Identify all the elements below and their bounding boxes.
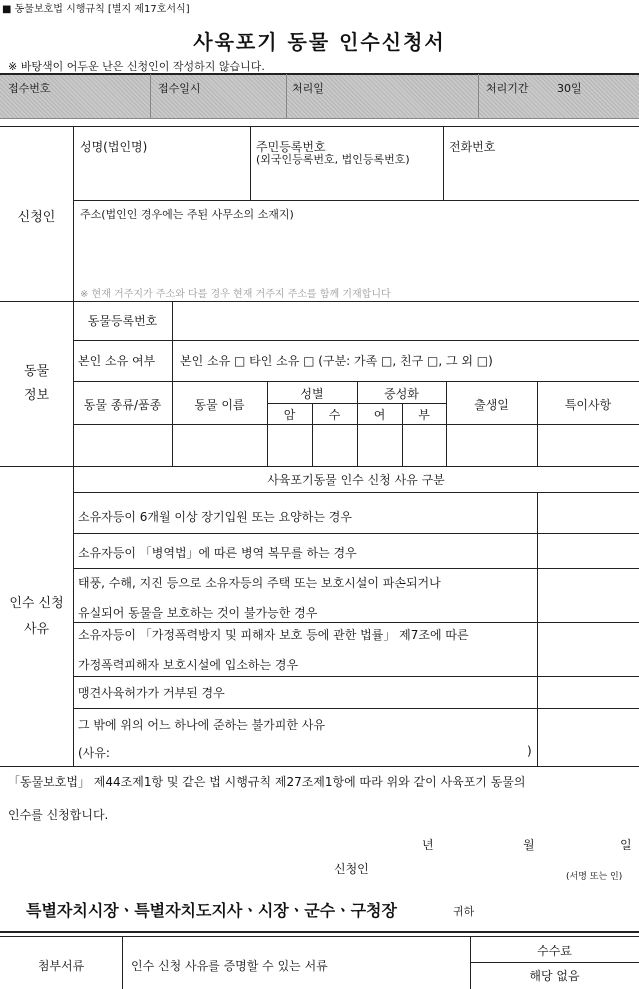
col-neuter-yes: 여 bbox=[373, 408, 386, 422]
reason-5-text: 맹견사육허가가 거부된 경우 bbox=[78, 686, 225, 700]
col-neuter-header: 중성화 bbox=[384, 387, 419, 401]
processing-period-label: 처리기간 bbox=[486, 82, 529, 95]
ownership-checkboxes[interactable]: 본인 소유 □ 타인 소유 □ (구분: 가족 □, 친구 □, 그 외 □) bbox=[180, 354, 493, 368]
col-species-header: 동물 종류/품종 bbox=[83, 398, 162, 412]
date-month-label: 월 bbox=[523, 838, 535, 852]
applicant-address-field[interactable]: 주소(법인인 경우에는 주된 사무소의 소재지) bbox=[80, 208, 294, 221]
attachments-label: 첨부서류 bbox=[37, 959, 85, 973]
animal-reg-number-label: 동물등록번호 bbox=[87, 314, 158, 328]
recipient-suffix: 귀하 bbox=[453, 905, 475, 918]
recipient-office: 특별자치시장ㆍ특별자치도지사ㆍ시장ㆍ군수ㆍ구청장 bbox=[26, 901, 397, 920]
reason-4-text-line1: 소유자등이 「가정폭력방지 및 피해자 보호 등에 관한 법률」 제7조에 따른 bbox=[78, 628, 469, 642]
animal-section-label-2: 정보 bbox=[23, 388, 50, 403]
reason-3-text-line2: 유실되어 동물을 보호하는 것이 불가능한 경우 bbox=[78, 606, 318, 620]
reason-3-text-line1: 태풍, 수해, 지진 등으로 소유자등의 주택 또는 보호시설이 파손되거나 bbox=[78, 576, 441, 590]
col-sex-female: 암 bbox=[283, 408, 296, 422]
attachments-content: 인수 신청 사유를 증명할 수 있는 서류 bbox=[131, 959, 328, 973]
applicant-reg-number-field[interactable]: 주민등록번호 bbox=[256, 140, 326, 154]
reason-6-text: 그 밖에 위의 어느 하나에 준하는 불가피한 사유 bbox=[78, 718, 325, 732]
reason-6-input[interactable] bbox=[118, 740, 524, 760]
fee-label: 수수료 bbox=[537, 944, 572, 958]
reason-5-checkbox[interactable] bbox=[538, 677, 639, 708]
receipt-number-label: 접수번호 bbox=[8, 82, 51, 95]
animal-section-label-1: 동물 bbox=[23, 364, 50, 379]
statement-line-2: 인수를 신청합니다. bbox=[8, 808, 109, 822]
fee-value: 해당 없음 bbox=[529, 969, 580, 983]
date-day-label: 일 bbox=[620, 838, 632, 852]
reason-6-open: (사유: bbox=[78, 746, 110, 760]
process-date-label: 처리일 bbox=[292, 82, 324, 95]
animal-reg-number-input[interactable] bbox=[173, 302, 639, 340]
applicant-section-label: 신청인 bbox=[17, 210, 56, 225]
reason-4-text-line2: 가정폭력피해자 보호시설에 입소하는 경우 bbox=[78, 658, 299, 672]
reason-2-text: 소유자등이 「병역법」에 따른 병역 복무를 하는 경우 bbox=[78, 546, 357, 560]
applicant-name-field[interactable]: 성명(법인명) bbox=[80, 140, 148, 154]
date-year-label: 년 bbox=[422, 838, 434, 852]
col-sex-male: 수 bbox=[328, 408, 341, 422]
applicant-sign-label: 신청인 bbox=[334, 862, 369, 876]
instruction-note: ※ 바탕색이 어두운 난은 신청인이 작성하지 않습니다. bbox=[8, 60, 265, 73]
reason-section-label-1: 인수 신청 bbox=[9, 596, 64, 611]
reason-1-checkbox[interactable] bbox=[538, 493, 639, 533]
animal-data-row[interactable] bbox=[74, 425, 639, 465]
reason-section-label-2: 사유 bbox=[23, 622, 50, 637]
reason-header: 사육포기동물 인수 신청 사유 구분 bbox=[267, 473, 445, 487]
processing-period-value: 30일 bbox=[557, 82, 582, 95]
col-name-header: 동물 이름 bbox=[194, 398, 245, 412]
applicant-reg-number-sub: (외국인등록번호, 법인등록번호) bbox=[256, 153, 410, 166]
col-sex-header: 성별 bbox=[300, 387, 324, 401]
reason-2-checkbox[interactable] bbox=[538, 534, 639, 568]
reason-6-close: ) bbox=[527, 744, 532, 758]
col-birth-header: 출생일 bbox=[474, 398, 509, 412]
receipt-date-label: 접수일시 bbox=[158, 82, 201, 95]
applicant-sign-field[interactable] bbox=[380, 856, 560, 878]
form-title: 사육포기 동물 인수신청서 bbox=[193, 30, 446, 54]
sign-note: (서명 또는 인) bbox=[566, 872, 623, 882]
col-notes-header: 특이사항 bbox=[564, 398, 612, 412]
reason-3-checkbox[interactable] bbox=[538, 569, 639, 622]
statement-line-1: 「동물보호법」 제44조제1항 및 같은 법 시행규칙 제27조제1항에 따라 위와 같이 사육포기 동물의 bbox=[8, 775, 526, 789]
col-neuter-no: 부 bbox=[418, 408, 430, 422]
applicant-phone-field[interactable]: 전화번호 bbox=[449, 140, 496, 154]
reason-6-checkbox[interactable] bbox=[538, 709, 639, 766]
form-reference-note: ■ 동물보호법 시행규칙 [별지 제17호서식] bbox=[2, 4, 190, 15]
reason-1-text: 소유자등이 6개월 이상 장기입원 또는 요양하는 경우 bbox=[78, 510, 352, 524]
address-note: ※ 현재 거주지가 주소와 다를 경우 현재 거주지 주소를 함께 기재합니다 bbox=[80, 289, 391, 300]
ownership-label: 본인 소유 여부 bbox=[78, 354, 156, 368]
reason-4-checkbox[interactable] bbox=[538, 623, 639, 676]
